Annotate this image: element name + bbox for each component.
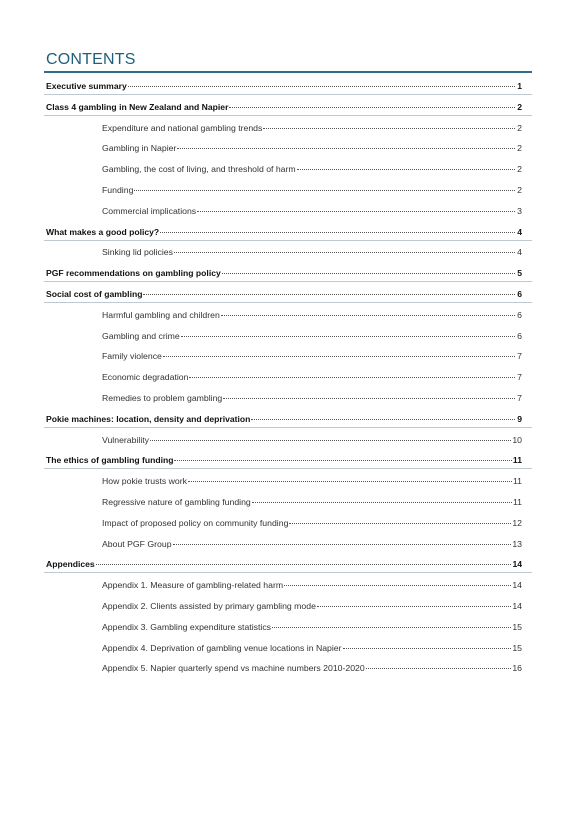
- toc-entry-title: Gambling and crime: [102, 330, 180, 341]
- toc-entry-title: Expenditure and national gambling trends: [102, 122, 263, 133]
- dot-leader: [251, 419, 515, 420]
- toc-entry-title: Vulnerability: [102, 434, 150, 445]
- section-divider: [44, 281, 532, 282]
- toc-entry[interactable]: [46, 558, 522, 570]
- toc-entry-title: Appendix 4. Deprivation of gambling venue locations in Napier: [102, 642, 342, 653]
- toc-page-number: 15: [512, 621, 522, 632]
- dot-leader: [143, 294, 515, 295]
- toc-entry[interactable]: [102, 662, 522, 674]
- toc-entry[interactable]: [46, 80, 522, 92]
- toc-page-number: 3: [517, 205, 522, 216]
- toc-entry-title: Executive summary: [46, 81, 127, 91]
- toc-page-number: 14: [512, 559, 522, 570]
- toc-entry[interactable]: [102, 475, 522, 487]
- toc-page-number: 11: [512, 497, 522, 507]
- toc-page-number: 2: [517, 164, 522, 175]
- dot-leader: [263, 128, 515, 129]
- toc-entry[interactable]: [46, 226, 522, 238]
- dot-leader: [181, 336, 515, 337]
- dot-leader: [343, 648, 512, 649]
- section-divider: [44, 115, 532, 116]
- dot-leader: [252, 502, 512, 503]
- dot-leader: [189, 377, 515, 378]
- dot-leader: [222, 273, 515, 274]
- dot-leader: [366, 668, 512, 669]
- toc-entry[interactable]: [102, 392, 522, 404]
- section-divider: [44, 468, 532, 469]
- dot-leader: [177, 148, 515, 149]
- toc-page-number: 10: [512, 434, 522, 445]
- toc-entry[interactable]: [102, 246, 522, 258]
- title-divider: [44, 71, 532, 73]
- toc-page-number: 11: [512, 455, 522, 466]
- toc-entry-title: Appendix 2. Clients assisted by primary gambling mode: [102, 601, 316, 611]
- toc-entry-title: The ethics of gambling funding: [46, 455, 174, 466]
- section-divider: [44, 94, 532, 95]
- toc-page-number: 6: [517, 330, 522, 341]
- toc-page-number: 14: [512, 580, 522, 591]
- toc-entry[interactable]: [102, 371, 522, 383]
- dot-leader: [297, 169, 515, 170]
- toc-page-number: 7: [517, 393, 522, 403]
- toc-page-number: 16: [512, 663, 522, 674]
- dot-leader: [229, 107, 515, 108]
- toc-entry[interactable]: [46, 267, 522, 279]
- toc-entry[interactable]: [102, 350, 522, 362]
- toc-entry[interactable]: [102, 434, 522, 446]
- toc-entry-title: Gambling, the cost of living, and threshold of harm: [102, 164, 296, 175]
- toc-page-number: 7: [517, 372, 522, 383]
- toc-entry-title: Gambling in Napier: [102, 143, 177, 154]
- toc-entry-title: Appendix 3. Gambling expenditure statistics: [102, 621, 272, 632]
- section-divider: [44, 572, 532, 573]
- dot-leader: [96, 564, 512, 565]
- dot-leader: [223, 398, 515, 399]
- dot-leader: [174, 252, 515, 253]
- toc-page-number: 9: [517, 413, 522, 424]
- toc-entry[interactable]: [102, 642, 522, 654]
- toc-page-number: 14: [512, 601, 522, 611]
- toc-entry[interactable]: [102, 600, 522, 612]
- toc-entry[interactable]: [102, 496, 522, 508]
- toc-entry-title: Harmful gambling and children: [102, 309, 220, 320]
- toc-page-number: 6: [517, 289, 522, 299]
- page-title: CONTENTS: [46, 51, 136, 68]
- toc-entry-title: What makes a good policy?: [46, 226, 160, 237]
- dot-leader: [317, 606, 511, 607]
- toc-entry[interactable]: [102, 163, 522, 175]
- toc-page-number: 12: [512, 517, 522, 528]
- toc-page-number: 15: [512, 642, 522, 653]
- dot-leader: [150, 440, 511, 441]
- toc-entry[interactable]: [102, 330, 522, 342]
- toc-entry-title: Funding: [102, 185, 134, 195]
- dot-leader: [174, 460, 511, 461]
- toc-page-number: 4: [517, 226, 522, 237]
- toc-entry[interactable]: [46, 413, 522, 425]
- toc-entry[interactable]: [102, 205, 522, 217]
- toc-entry-title: Commercial implications: [102, 205, 197, 216]
- toc-page-number: 5: [517, 268, 522, 279]
- dot-leader: [160, 232, 515, 233]
- dot-leader: [173, 544, 512, 545]
- dot-leader: [128, 86, 515, 87]
- toc-entry-title: Appendix 5. Napier quarterly spend vs machine numbers 2010-2020: [102, 663, 365, 674]
- section-divider: [44, 427, 532, 428]
- section-divider: [44, 240, 532, 241]
- toc-page-number: 13: [512, 538, 522, 549]
- toc-entry-title: Class 4 gambling in New Zealand and Napier: [46, 101, 229, 112]
- toc-entry-title: Impact of proposed policy on community funding: [102, 517, 289, 528]
- toc-entry-title: Pokie machines: location, density and deprivation: [46, 413, 251, 424]
- dot-leader: [197, 211, 515, 212]
- dot-leader: [221, 315, 515, 316]
- toc-page-number: 2: [517, 143, 522, 154]
- section-divider: [44, 302, 532, 303]
- toc-entry-title: Remedies to problem gambling: [102, 393, 223, 403]
- toc-entry[interactable]: [102, 184, 522, 196]
- toc-entry[interactable]: [46, 101, 522, 113]
- toc-entry[interactable]: [102, 579, 522, 591]
- toc-entry[interactable]: [46, 288, 522, 300]
- dot-leader: [134, 190, 515, 191]
- toc-entry-title: PGF recommendations on gambling policy: [46, 268, 221, 279]
- toc-page-number: 2: [517, 101, 522, 112]
- toc-entry[interactable]: [102, 309, 522, 321]
- toc-entry[interactable]: [102, 122, 522, 134]
- toc-entry-title: Economic degradation: [102, 372, 189, 383]
- dot-leader: [289, 523, 511, 524]
- toc-entry-title: Regressive nature of gambling funding: [102, 497, 251, 507]
- toc-entry-title: About PGF Group: [102, 538, 172, 549]
- toc-entry-title: How pokie trusts work: [102, 476, 187, 487]
- toc-page-number: 2: [517, 122, 522, 133]
- toc-entry-title: Sinking lid policies: [102, 247, 173, 258]
- dot-leader: [284, 585, 511, 586]
- toc-entry-title: Social cost of gambling: [46, 289, 143, 299]
- toc-entry-title: Family violence: [102, 351, 162, 362]
- dot-leader: [272, 627, 511, 628]
- toc-entry[interactable]: [46, 454, 522, 466]
- toc-entry[interactable]: [102, 517, 522, 529]
- toc-page-number: 7: [517, 351, 522, 362]
- toc-page-number: 4: [517, 247, 522, 258]
- dot-leader: [188, 481, 512, 482]
- toc-entry-title: Appendices: [46, 559, 95, 570]
- toc-entry-title: Appendix 1. Measure of gambling-related harm: [102, 580, 284, 591]
- toc-page-number: 1: [517, 81, 522, 91]
- dot-leader: [163, 356, 515, 357]
- toc-page-number: 2: [517, 185, 522, 195]
- toc-entry[interactable]: [102, 142, 522, 154]
- toc-entry[interactable]: [102, 538, 522, 550]
- toc-entry[interactable]: [102, 621, 522, 633]
- toc-page-number: 11: [512, 476, 522, 487]
- toc-page-number: 6: [517, 309, 522, 320]
